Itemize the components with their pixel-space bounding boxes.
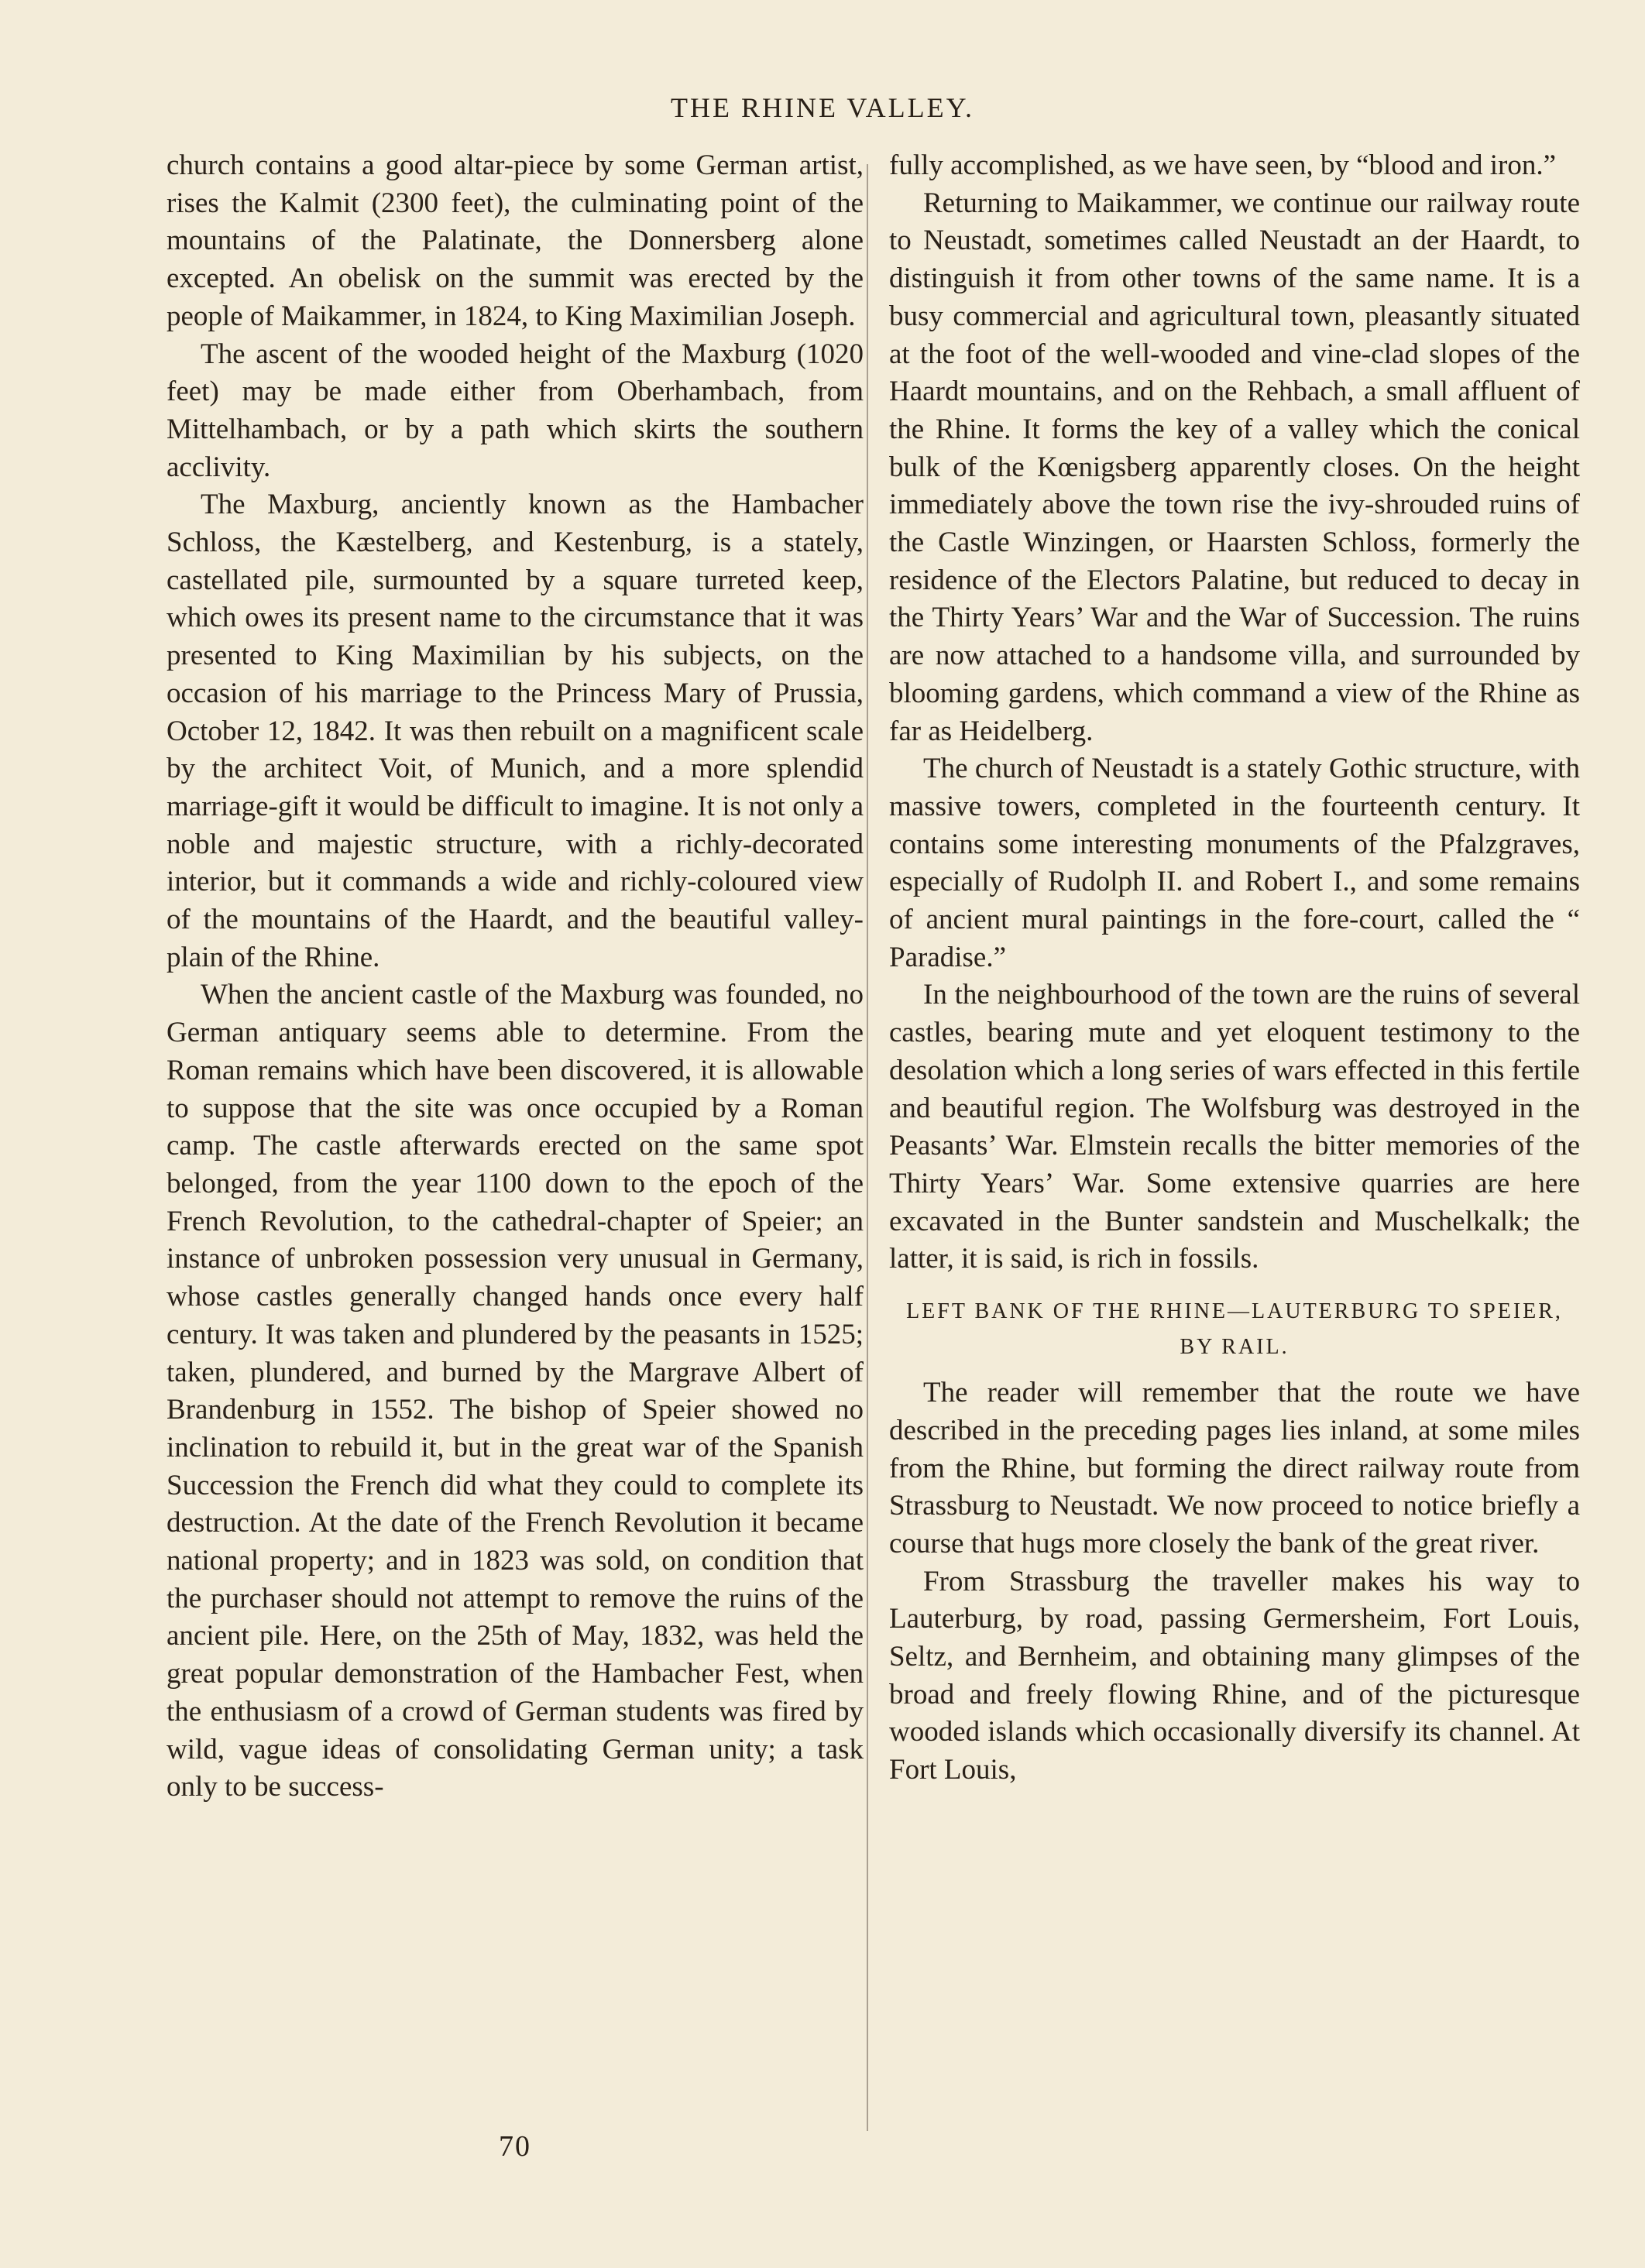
paragraph: Returning to Maikammer, we continue our railway route to Neustadt, sometimes called Neustadt an der Haardt, to distinguish it from other towns of the same name. It is a busy commercial and agricultural town, pleasantly situated at the foot of the well-wooded and vine-clad slopes of the Haardt mountains, and on the Rehbach, a small affluent of the Rhine. It forms the key of a valley which the conical bulk of the Kœnigsberg apparently closes. On the height immediately above the town rise the ivy-shrouded ruins of the Castle Winzingen, or Haarsten Schloss, formerly the residence of the Electors Palatine, but reduced to decay in the Thirty Years’ War and the War of Succession. The ruins are now attached to a handsome villa, and surrounded by blooming gardens, which command a view of the Rhine as far as Heidelberg. xyxy=(889,187,1580,747)
paragraph: When the ancient castle of the Maxburg was founded, no German antiquary seems able to determine. From the Roman remains which have been discovered, it is allowable to suppose that the site was once occupied by a Roman camp. The castle afterwards erected on the same spot belonged, from the year 1100 down to the epoch of the French Revolution, to the cathedral-chapter of Speier; an instance of unbroken possession very unusual in Germany, whose castles generally changed hands once every half century. It was taken and plundered by the peasants in 1525; taken, plundered, and burned by the Margrave Albert of Brandenburg in 1552. The bishop of Speier showed no inclination to rebuild it, but in the great war of the Spanish Succession the French did what they could to complete its destruction. At the date of the French Revolution it became national property; and in 1823 was sold, on condition that the purchaser should not attempt to remove the ruins of the ancient pile. Here, on the 25th of May, 1832, was held the great popular demonstration of the Hambacher Fest, when the enthusiasm of a crowd of German students was fired by wild, vague ideas of consolidating German unity; a task only to be success- xyxy=(167,979,864,1803)
column-divider xyxy=(867,164,868,2131)
section-heading: LEFT BANK OF THE RHINE—LAUTERBURG TO SPEIER, BY RAIL. xyxy=(906,1299,1563,1360)
paragraph: The ascent of the wooded height of the Maxburg (1020 feet) may be made either from Oberhambach, from Mittelhambach, or by a path which skirts the southern acclivity. xyxy=(167,338,864,483)
paragraph: The reader will remember that the route we have described in the preceding pages lies inland, at some miles from the Rhine, but forming the direct railway route from Strassburg to Neustadt. We now proceed to notice briefly a course that hugs more closely the bank of the great river. xyxy=(889,1377,1580,1559)
running-head: THE RHINE VALLEY. xyxy=(671,92,974,123)
paragraph: church contains a good altar-piece by some German artist, rises the Kalmit (2300 feet), the culminating point of the mountains of the Palatinate, the Donnersberg alone excepted. An obelisk on the summit was erected by the people of Maikammer, in 1824, to King Maximilian Joseph. xyxy=(167,149,864,332)
page-number: 70 xyxy=(499,2130,531,2163)
paragraph: In the neighbourhood of the town are the ruins of several castles, bearing mute and yet eloquent testimony to the desolation which a long series of wars effected in this fertile and beautiful region. The Wolfsburg was destroyed in the Peasants’ War. Elmstein recalls the bitter memories of the Thirty Years’ War. Some extensive quarries are here excavated in the Bunter sandstein and Muschelkalk; the latter, it is said, is rich in fossils. xyxy=(889,979,1580,1275)
paragraph: The Maxburg, anciently known as the Hambacher Schloss, the Kæstelberg, and Kestenburg, is a stately, castellated pile, surmounted by a square turreted keep, which owes its present name to the circumstance that it was presented to King Maximilian by his subjects, on the occasion of his marriage to the Princess Mary of Prussia, October 12, 1842. It was then rebuilt on a magnificent scale by the architect Voit, of Munich, and a more splendid marriage-gift it would be difficult to imagine. It is not only a noble and majestic structure, with a richly-decorated interior, but it commands a wide and richly-coloured view of the mountains of the Haardt, and the beautiful valley-plain of the Rhine. xyxy=(167,489,864,973)
left-column xyxy=(167,147,864,1807)
right-column xyxy=(889,147,1580,1789)
paragraph: fully accomplished, as we have seen, by “blood and iron.” xyxy=(889,149,1557,181)
paragraph: The church of Neustadt is a stately Gothic structure, with massive towers, completed in the fourteenth century. It contains some interesting monuments of the Pfalzgraves, especially of Rudolph II. and Robert I., and some remains of ancient mural paintings in the fore-court, called the “ Paradise.” xyxy=(889,753,1580,973)
paragraph: From Strassburg the traveller makes his way to Lauterburg, by road, passing Germersheim, Fort Louis, Seltz, and Bernheim, and obtaining many glimpses of the broad and freely flowing Rhine, and of the picturesque wooded islands which occasionally diversify its channel. At Fort Louis, xyxy=(889,1565,1580,1786)
